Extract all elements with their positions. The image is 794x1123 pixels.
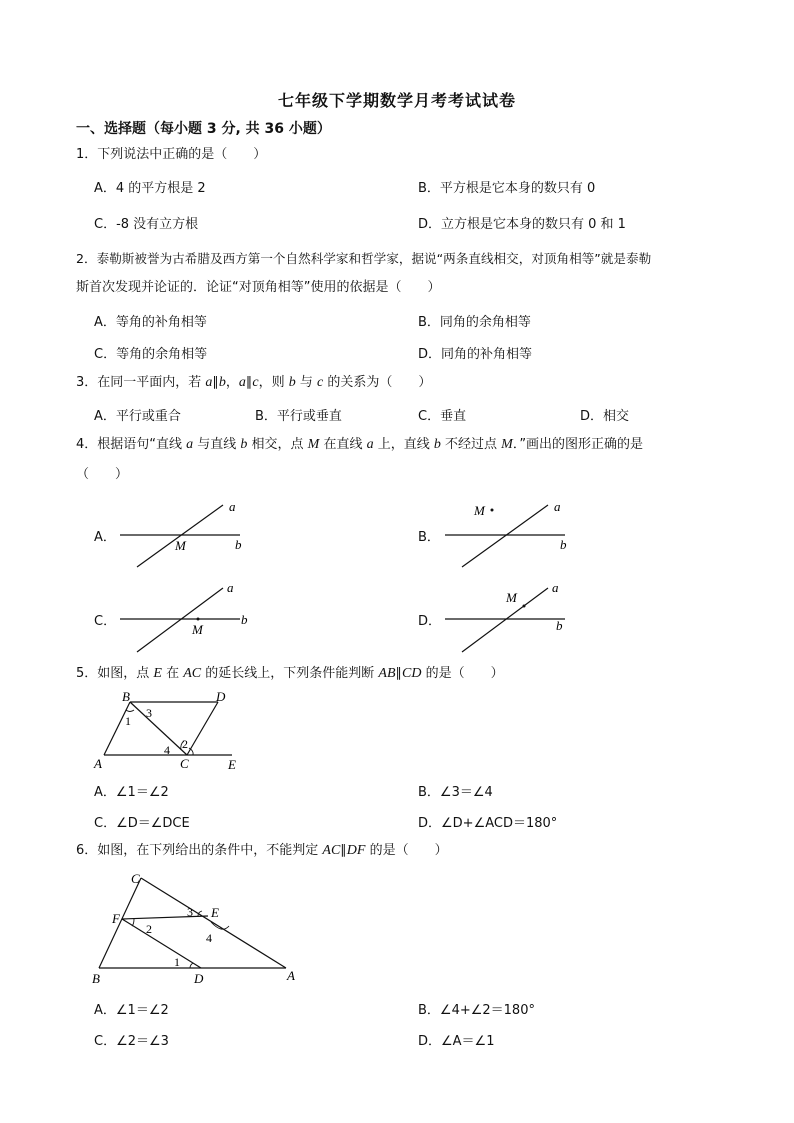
label-a: A — [287, 968, 295, 983]
label-b: B — [122, 689, 130, 704]
segment-bc — [130, 702, 187, 755]
label-d: D — [216, 689, 226, 704]
segment-fd — [122, 919, 201, 968]
label-angle-4: 4 — [206, 931, 212, 945]
label-angle-4: 4 — [164, 743, 170, 757]
q4-option-c[interactable]: C． — [94, 614, 117, 629]
angle-1-arc — [126, 710, 134, 712]
segment-cb — [99, 878, 141, 968]
q2-stem-line2: 斯首次发现并论证的．论证“对顶角相等”使用的依据是（ ） — [76, 280, 441, 295]
section-heading: 一、选择题（每小题 3 分, 共 36 小题） — [76, 121, 331, 137]
q2-option-c[interactable]: C．等角的余角相等 — [94, 347, 208, 362]
q4-figure-d — [440, 578, 580, 656]
label-angle-3: 3 — [146, 706, 152, 720]
q4-figure-b — [440, 495, 580, 570]
label-c: C — [180, 756, 189, 771]
point-m — [491, 509, 494, 512]
q5-option-d[interactable]: D．∠D+∠ACD＝180° — [418, 816, 558, 831]
label-a: a — [229, 499, 236, 514]
q3-option-c[interactable]: C．垂直 — [418, 409, 467, 424]
q6-option-a[interactable]: A．∠1＝∠2 — [94, 1003, 169, 1018]
label-b: B — [92, 971, 100, 986]
q6-option-d[interactable]: D．∠A＝∠1 — [418, 1034, 495, 1049]
q4-figure-a — [115, 495, 255, 570]
label-angle-3: 3 — [187, 905, 193, 919]
label-c: C — [131, 871, 140, 886]
q2-option-a[interactable]: A．等角的补角相等 — [94, 315, 207, 330]
segment-ca — [141, 878, 286, 968]
q5-option-b[interactable]: B．∠3＝∠4 — [418, 785, 493, 800]
q4-option-a[interactable]: A． — [94, 530, 116, 545]
q1-option-c[interactable]: C．-8 没有立方根 — [94, 217, 199, 232]
q3-stem: 3．在同一平面内，若 a∥b，a∥c，则 b 与 c 的关系为（ ） — [76, 375, 432, 390]
q6-stem: 6．如图，在下列给出的条件中，不能判定 AC∥DF 的是（ ） — [76, 843, 448, 858]
line-a — [137, 505, 223, 567]
label-angle-1: 1 — [125, 714, 131, 728]
label-b: b — [235, 537, 242, 552]
q5-option-c[interactable]: C．∠D＝∠DCE — [94, 816, 190, 831]
q6-figure — [86, 866, 311, 988]
q4-option-d[interactable]: D． — [418, 614, 442, 629]
label-a: a — [552, 580, 559, 595]
q4-option-b[interactable]: B． — [418, 530, 440, 545]
point-m — [523, 605, 526, 608]
label-angle-2: 2 — [146, 922, 152, 936]
angle-2-arc — [132, 919, 134, 926]
label-e: E — [228, 757, 236, 772]
label-d: D — [194, 971, 204, 986]
q5-stem: 5．如图，点 E 在 AC 的延长线上，下列条件能判断 AB∥CD 的是（ ） — [76, 666, 504, 681]
q1-option-d[interactable]: D．立方根是它本身的数只有 0 和 1 — [418, 217, 626, 232]
label-m: M — [506, 590, 517, 605]
label-angle-1: 1 — [174, 955, 180, 969]
segment-fe — [122, 916, 208, 919]
label-f: F — [112, 911, 120, 926]
q3-option-a[interactable]: A．平行或重合 — [94, 409, 181, 424]
q2-stem-line1: 2．泰勒斯被誉为古希腊及西方第一个自然科学家和哲学家，据说“两条直线相交，对顶角相等”就是泰勒 — [76, 251, 652, 266]
angle-1-arc — [190, 963, 193, 968]
exam-title: 七年级下学期数学月考考试试卷 — [277, 91, 516, 110]
q2-option-b[interactable]: B．同角的余角相等 — [418, 315, 531, 330]
point-m — [197, 618, 200, 621]
q5-option-a[interactable]: A．∠1＝∠2 — [94, 785, 169, 800]
label-angle-2: 2 — [182, 737, 188, 751]
q1-option-a[interactable]: A．4 的平方根是 2 — [94, 181, 206, 196]
q5-figure — [92, 688, 252, 774]
label-e: E — [211, 905, 219, 920]
q3-option-d[interactable]: D．相交 — [580, 409, 630, 424]
q3-option-b[interactable]: B．平行或垂直 — [255, 409, 342, 424]
q4-figure-c — [115, 578, 255, 656]
label-m: M — [192, 622, 203, 637]
q4-stem-line2: （ ） — [76, 467, 129, 482]
q6-option-b[interactable]: B．∠4+∠2＝180° — [418, 1003, 535, 1018]
segment-dc — [187, 702, 218, 755]
label-b: b — [560, 537, 567, 552]
label-m: M — [175, 538, 186, 553]
line-a — [137, 588, 223, 652]
q6-option-c[interactable]: C．∠2＝∠3 — [94, 1034, 169, 1049]
label-m: M — [474, 503, 485, 518]
q1-stem: 1．下列说法中正确的是（ ） — [76, 147, 267, 162]
label-b: b — [556, 618, 563, 633]
line-a — [462, 588, 548, 652]
label-a: a — [227, 580, 234, 595]
q2-option-d[interactable]: D．同角的补角相等 — [418, 347, 533, 362]
label-a: A — [94, 756, 102, 771]
q4-stem: 4．根据语句“直线 a 与直线 b 相交，点 M 在直线 a 上，直线 b 不经过点 M．”画出的图形正确的是 — [76, 437, 644, 452]
label-a: a — [554, 499, 561, 514]
q1-option-b[interactable]: B．平方根是它本身的数只有 0 — [418, 181, 596, 196]
label-b: b — [241, 612, 248, 627]
